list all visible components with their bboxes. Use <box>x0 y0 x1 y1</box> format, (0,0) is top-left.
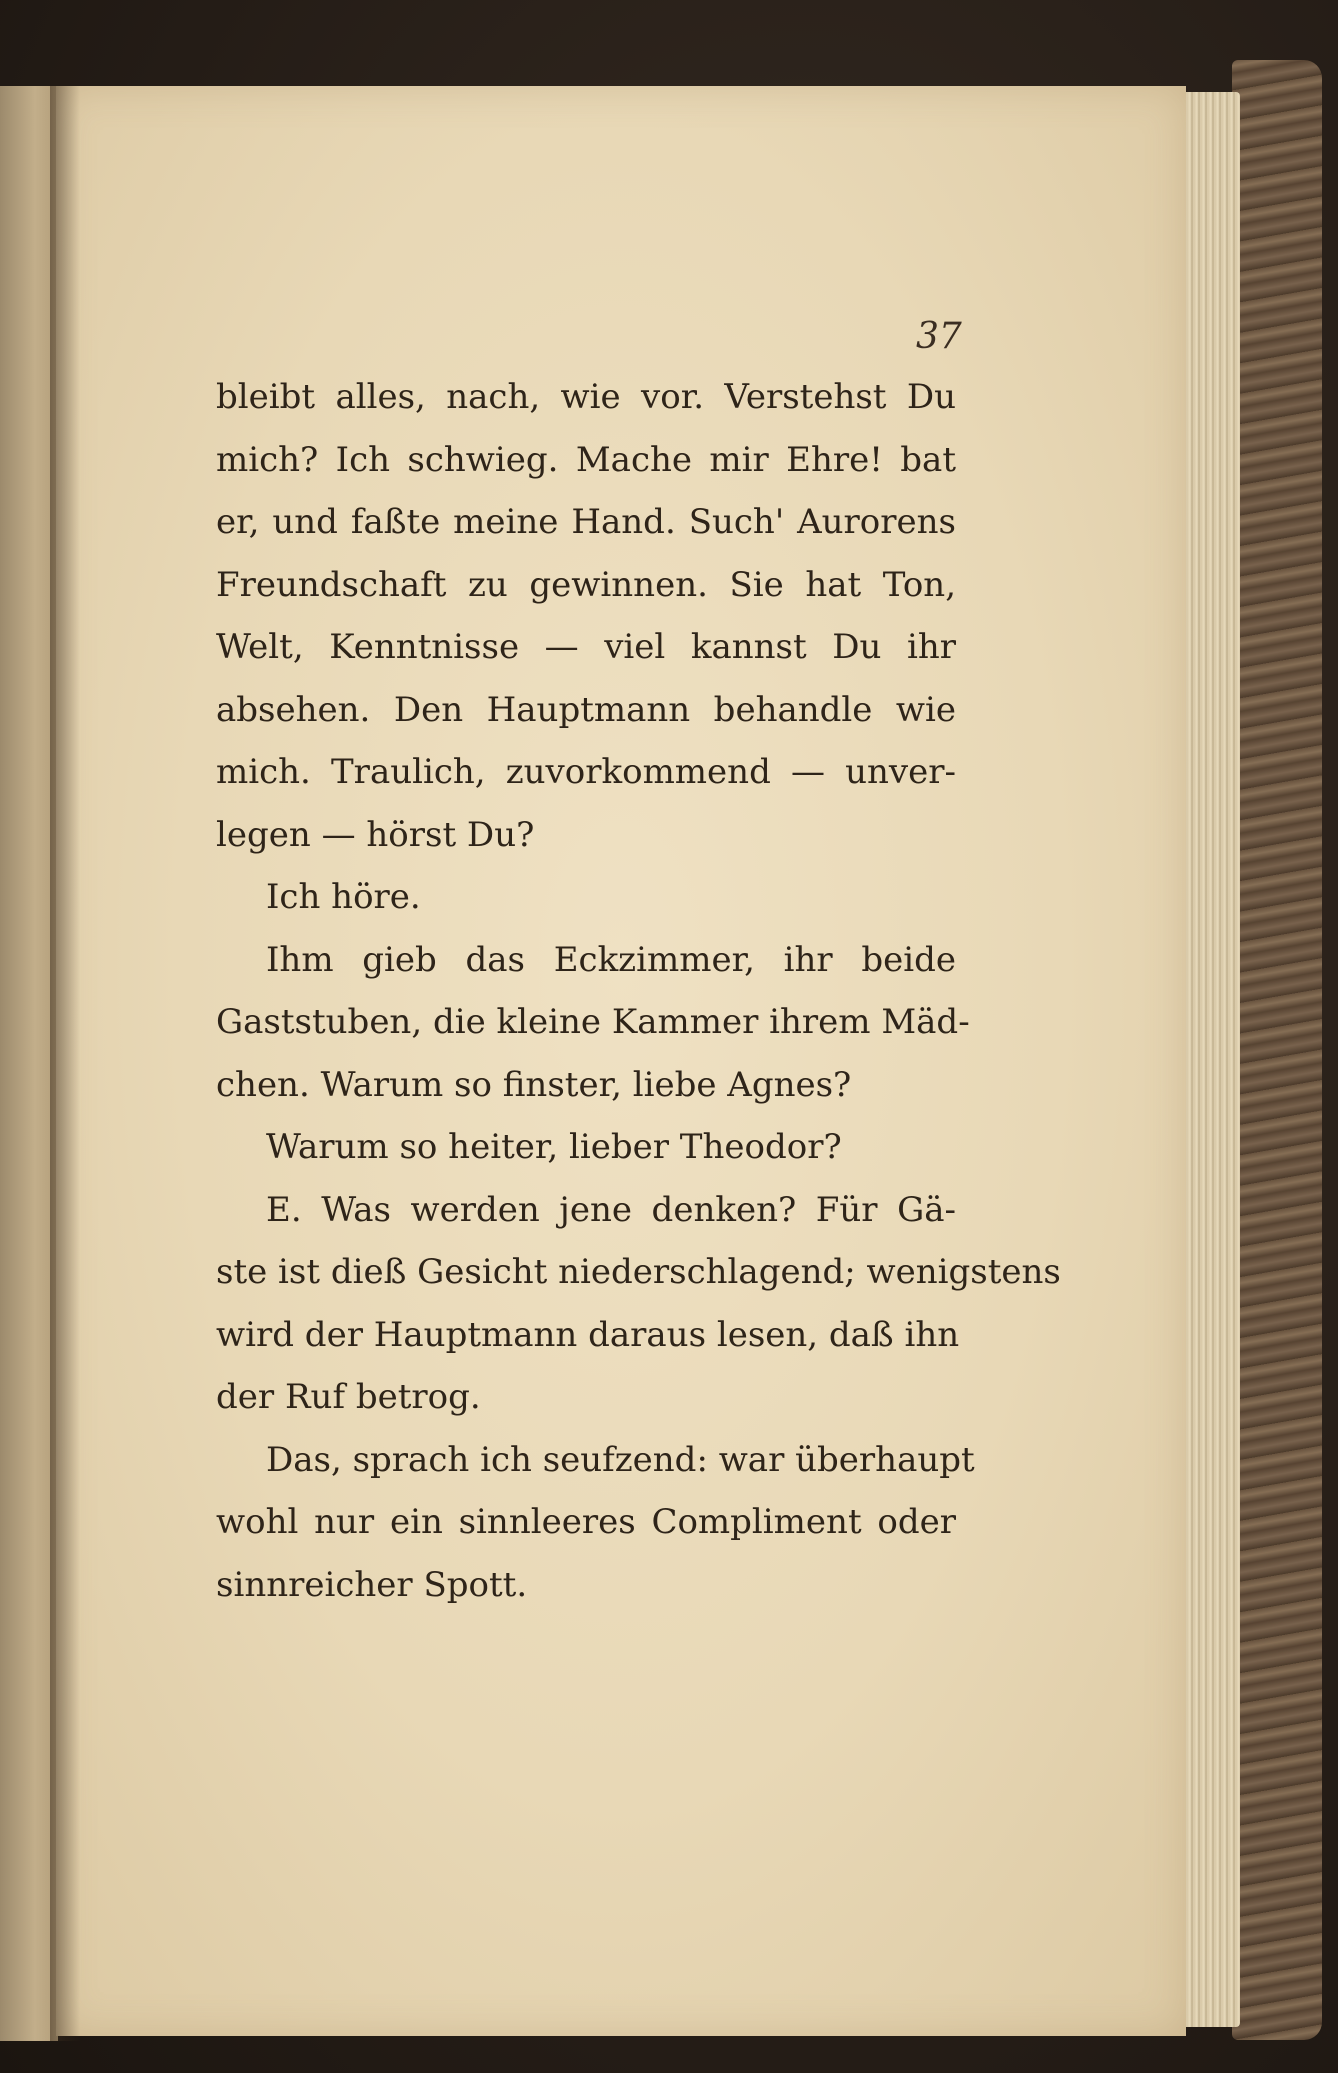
text-line: er, und faßte meine Hand. Such' Aurorens <box>216 502 956 542</box>
text-line: Freundschaft zu gewinnen. Sie hat Ton, <box>216 564 956 605</box>
text-line: Warum so heiter, lieber Theodor? <box>266 1127 842 1167</box>
text-line: Das, sprach ich seufzend: war überhaupt <box>266 1439 975 1480</box>
text-line: bleibt alles, nach, wie vor. Verstehst Du <box>216 377 956 417</box>
text-line: sinnreicher Spott. <box>216 1564 528 1605</box>
text-line: Ihm gieb das Eckzimmer, ihr beide <box>266 939 956 980</box>
book-page <box>56 86 1186 2036</box>
text-line: der Ruf betrog. <box>216 1377 481 1417</box>
page-stack-edge <box>1180 92 1240 2027</box>
text-line: Ich höre. <box>266 877 421 917</box>
marbled-cover-edge <box>1232 60 1322 2040</box>
text-line: mich? Ich schwieg. Mache mir Ehre! bat <box>216 439 956 480</box>
text-line: chen. Warum so finster, liebe Agnes? <box>216 1064 852 1105</box>
text-line: Gaststuben, die kleine Kammer ihrem Mäd- <box>216 1002 970 1042</box>
text-line: E. Was werden jene denken? Für Gä- <box>266 1189 956 1230</box>
text-line: ste ist dieß Gesicht niederschlagend; wenigstens <box>216 1252 1061 1292</box>
text-line: wohl nur ein sinnleeres Compliment oder <box>216 1502 956 1542</box>
text-line: mich. Traulich, zuvorkommend — unver- <box>216 752 956 792</box>
text-line: absehen. Den Hauptmann behandle wie <box>216 689 956 730</box>
page-number: 37 <box>916 316 962 357</box>
text-line: Welt, Kenntnisse — viel kannst Du ihr <box>216 627 956 667</box>
text-line: wird der Hauptmann daraus lesen, daß ihn <box>216 1314 960 1355</box>
text-line: legen — hörst Du? <box>216 814 535 855</box>
body-text <box>216 366 1061 1616</box>
spine-shadow <box>50 86 80 2041</box>
